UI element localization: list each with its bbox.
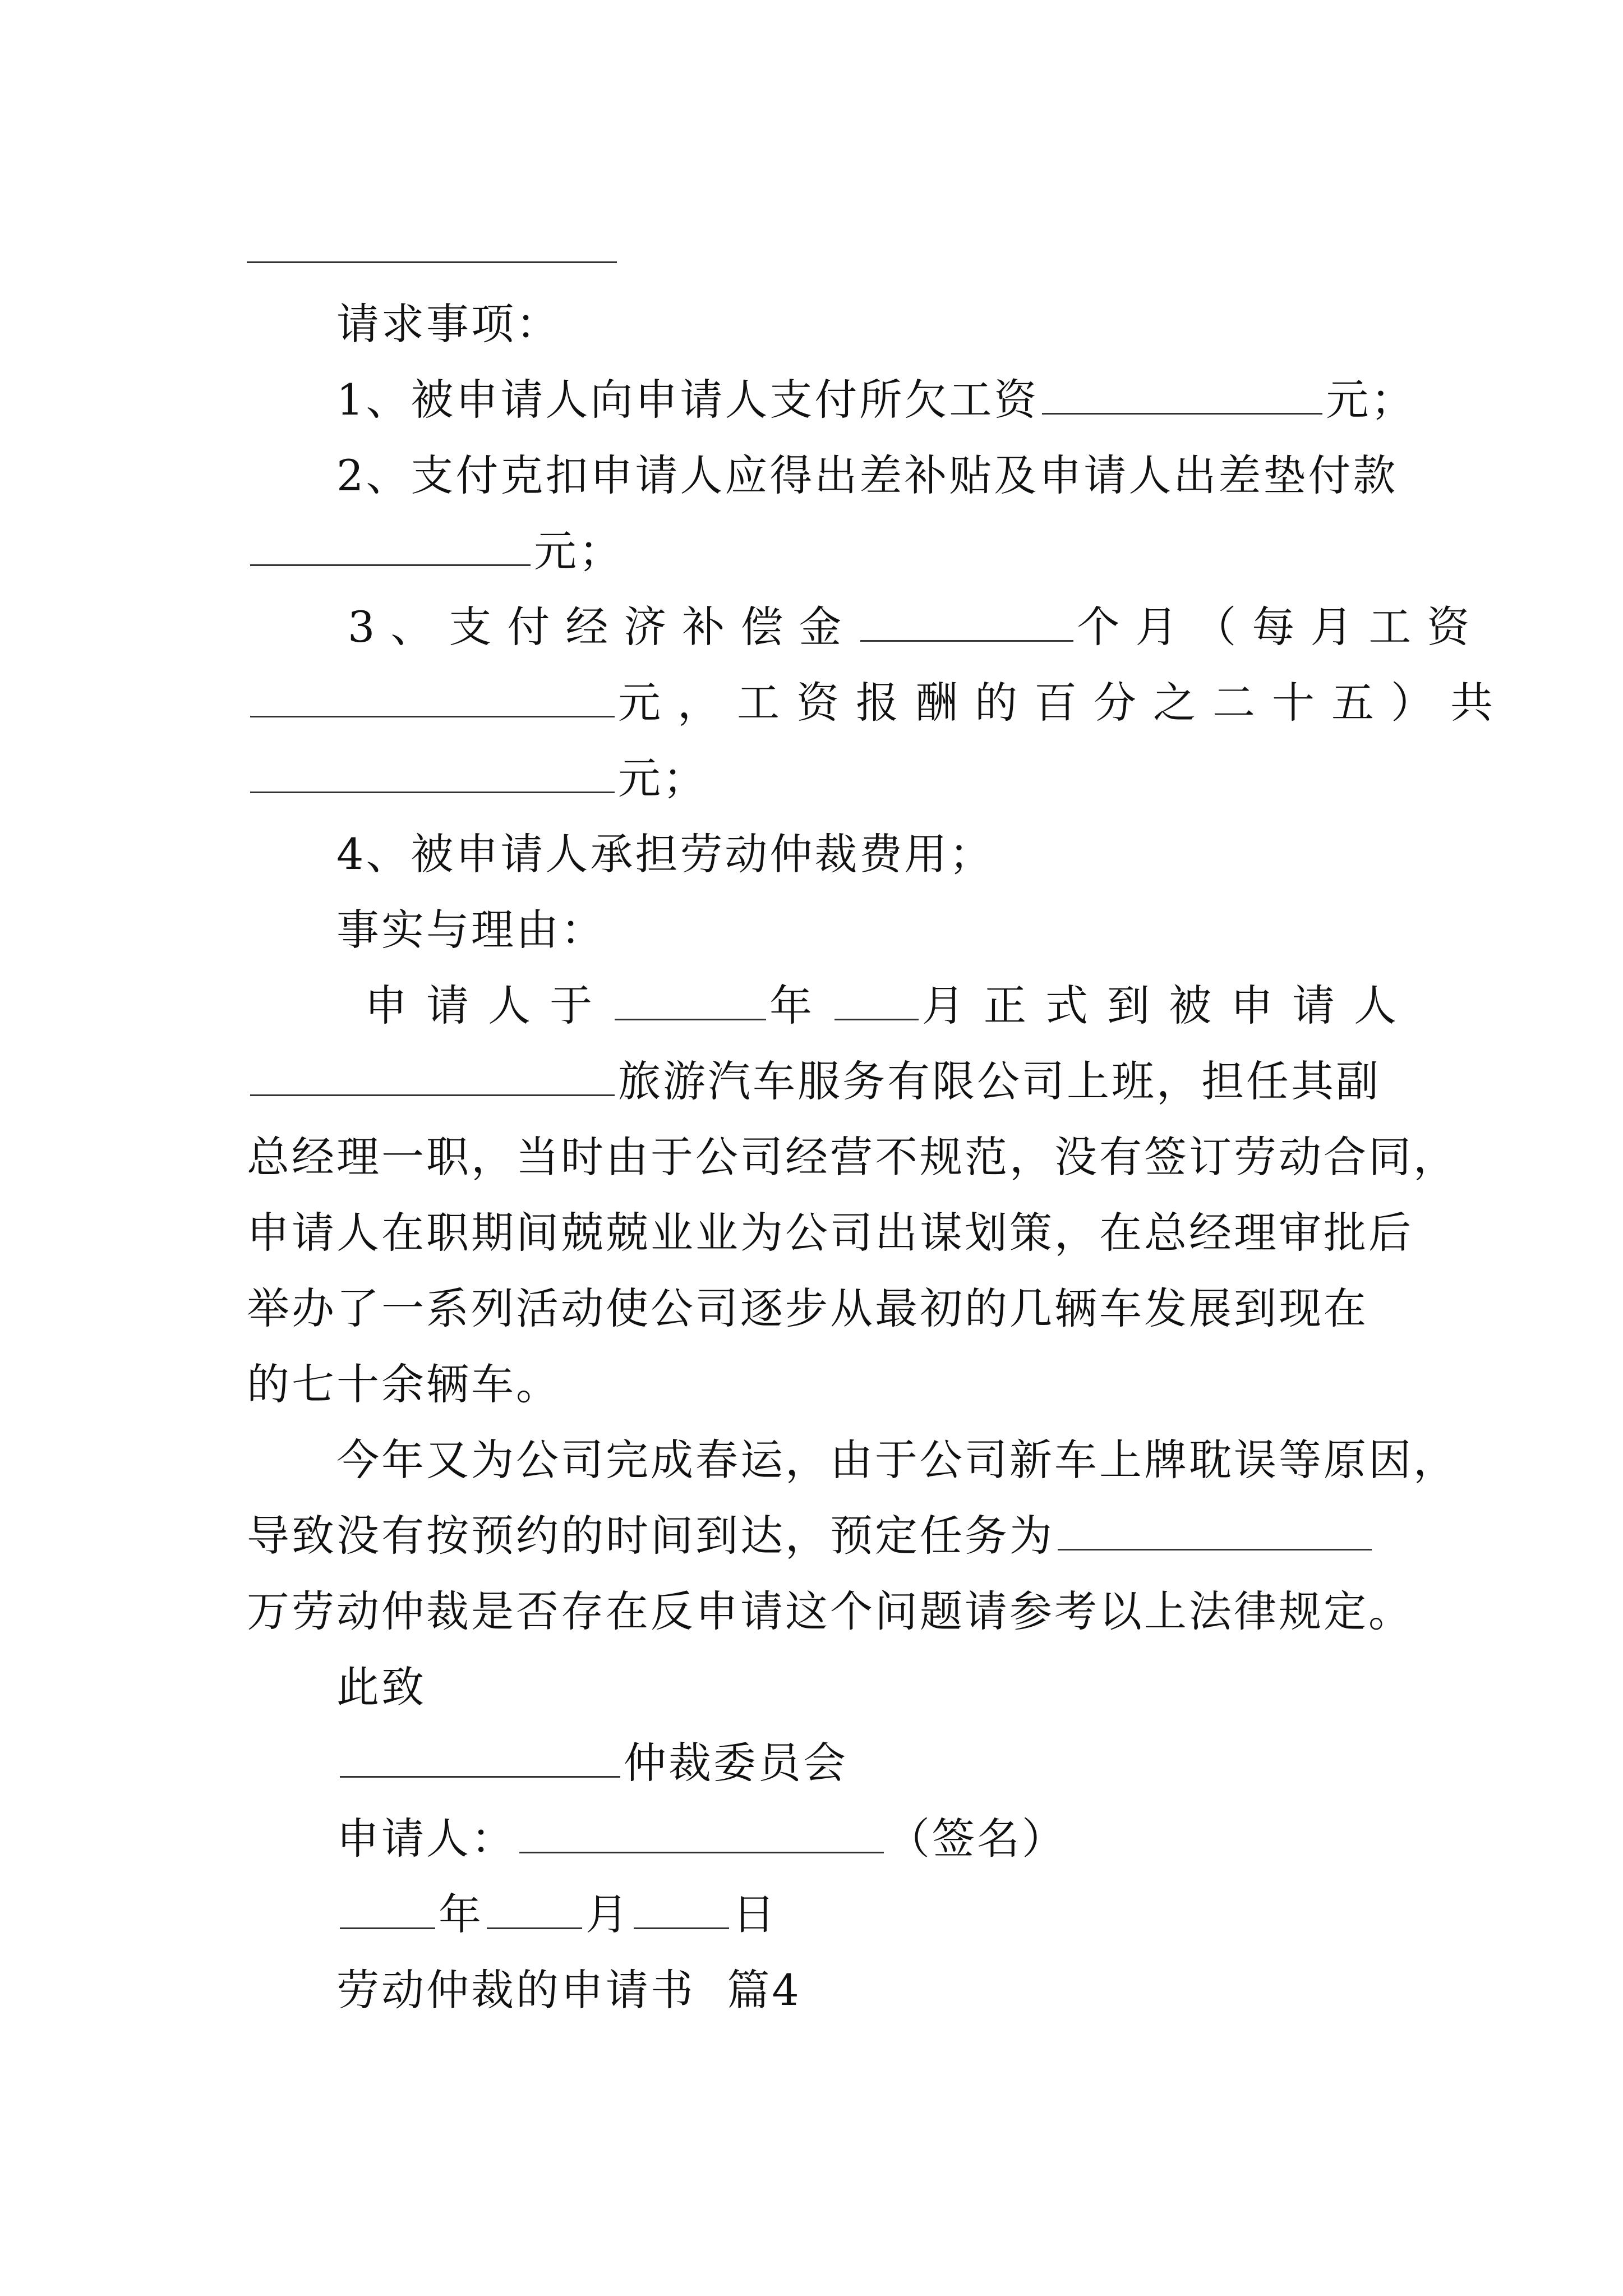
claim-3-months-blank [860,601,1073,642]
claim-1-amount-blank [1042,374,1322,415]
facts-line-1 [365,979,1415,1033]
facts-line-8 [247,1509,1375,1563]
claim-3-line-3 [247,752,708,806]
facts-text-b: 正式到被申请人 [984,981,1415,1030]
claim-3-line-2 [247,676,1510,730]
applicant-signature-blank [519,1812,884,1853]
claim-3-text-a: 3、支付经济补偿金 [348,602,857,652]
facts-line-2 [247,1055,1381,1108]
claim-3-salary-blank [250,677,615,717]
claim-2-amount [247,524,624,578]
claim-2-amount-blank [250,525,531,566]
top-blank-line [247,261,617,263]
claim-1 [336,373,1415,427]
facts-company-blank [250,1055,615,1096]
date-day-label: 日 [732,1889,777,1939]
claim-3-unit: 元； [618,753,708,803]
facts-heading: 事实与理由： [336,905,606,955]
applicant-line [336,1812,1067,1866]
facts-month-blank [834,979,919,1020]
facts-text-a: 申请人于 [365,981,611,1030]
facts-line-6: 的七十余辆车。 [247,1359,561,1409]
facts-text-i: 导致没有按预约的时间到达，预定任务为 [247,1511,1054,1561]
facts-year-label: 年 [769,981,831,1030]
facts-month-label: 月 [922,981,984,1030]
claim-1-unit: 元； [1326,375,1416,425]
committee-label: 仲裁委员会 [624,1738,848,1788]
date-month-blank [487,1888,582,1929]
committee-blank [340,1737,620,1778]
facts-line-9: 万劳动仲裁是否存在反申请这个问题请参考以上法律规定。 [247,1586,1413,1636]
claim-3-total-blank [250,752,615,793]
date-day-blank [634,1888,729,1929]
facts-task-blank [1058,1510,1372,1550]
date-year-blank [340,1888,435,1929]
salutation: 此致 [336,1662,426,1712]
claim-3-line-1 [348,600,1485,654]
facts-year-blank [615,979,766,1020]
claims-heading: 请求事项： [336,299,561,349]
claim-2: 2、支付克扣申请人应得出差补贴及申请人出差垫付款 [336,450,1398,500]
facts-line-7: 今年又为公司完成春运，由于公司新车上牌耽误等原因， [336,1435,1458,1485]
committee-line [336,1736,848,1790]
sign-label: （签名） [887,1814,1067,1864]
facts-line-3: 总经理一职，当时由于公司经营不规范，没有签订劳动合同， [247,1132,1458,1182]
claim-3-text-b: 个月（每月工资 [1077,602,1486,652]
date-month-label: 月 [585,1889,630,1939]
date-line [336,1888,777,1941]
facts-line-4: 申请人在职期间兢兢业业为公司出谋划策，在总经理审批后 [247,1208,1413,1258]
applicant-label: 申请人： [336,1814,516,1864]
claim-2-unit: 元； [534,526,624,576]
claim-4: 4、被申请人承担劳动仲裁费用； [336,829,994,879]
claim-3-text-c: 元，工资报酬的百分之二十五）共 [618,678,1510,728]
next-section-title: 劳动仲裁的申请书 篇4 [336,1965,801,2015]
claim-1-text: 1、被申请人向申请人支付所欠工资 [336,375,1039,425]
facts-text-c: 旅游汽车服务有限公司上班，担任其副 [618,1056,1381,1106]
date-year-label: 年 [439,1889,483,1939]
facts-line-5: 举办了一系列活动使公司逐步从最初的几辆车发展到现在 [247,1283,1368,1333]
